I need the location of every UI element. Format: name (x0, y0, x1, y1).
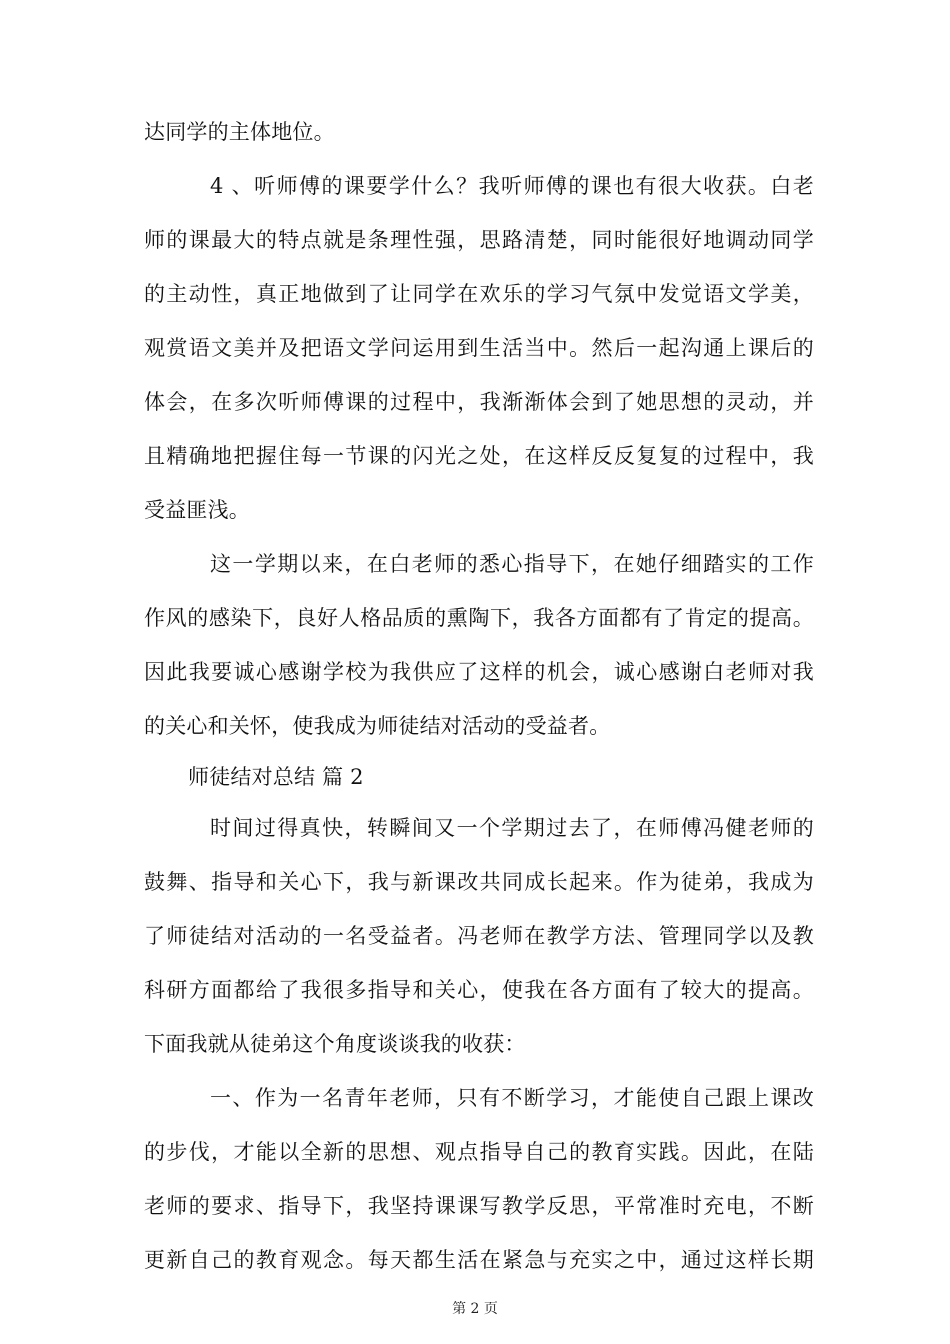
paragraph-line: 体会，在多次听师傅课的过程中，我渐渐体会到了她思想的灵动，并 (144, 390, 814, 414)
paragraph-line: 时间过得真快，转瞬间又一个学期过去了，在师傅冯健老师的 (210, 816, 814, 840)
paragraph-line: 师的课最大的特点就是条理性强，思路清楚，同时能很好地调动同学 (144, 228, 814, 252)
paragraph-line: 达同学的主体地位。 (144, 120, 335, 144)
paragraph-line: 科研方面都给了我很多指导和关心，使我在各方面有了较大的提高。 (144, 978, 814, 1002)
paragraph-line: 这一学期以来，在白老师的悉心指导下，在她仔细踏实的工作 (210, 552, 814, 576)
paragraph-line: 的关心和关怀，使我成为师徒结对活动的受益者。 (144, 714, 611, 738)
paragraph-line: 老师的要求、指导下，我坚持课课写教学反思，平常准时充电，不断 (144, 1194, 814, 1218)
paragraph-line: 作风的感染下，良好人格品质的熏陶下，我各方面都有了肯定的提高。 (144, 606, 814, 630)
paragraph-line: 的主动性，真正地做到了让同学在欢乐的学习气氛中发觉语文学美， (144, 282, 814, 306)
paragraph-line: 鼓舞、指导和关心下，我与新课改共同成长起来。作为徒弟，我成为 (144, 870, 814, 894)
paragraph-line: 更新自己的教育观念。每天都生活在紧急与充实之中，通过这样长期 (144, 1248, 814, 1272)
paragraph-line: 受益匪浅。 (144, 498, 250, 522)
paragraph-line: 下面我就从徒弟这个角度谈谈我的收获： (144, 1032, 526, 1056)
paragraph-line: 的步伐，才能以全新的思想、观点指导自己的教育实践。因此，在陆 (144, 1140, 814, 1164)
page-number: 第 2 页 (452, 1301, 498, 1317)
paragraph-line: 一、作为一名青年老师，只有不断学习，才能使自己跟上课改 (210, 1086, 814, 1110)
section-heading: 师徒结对总结 篇 2 (188, 765, 364, 789)
paragraph-line: 观赏语文美并及把语文学问运用到生活当中。然后一起沟通上课后的 (144, 336, 814, 360)
paragraph-line: 因此我要诚心感谢学校为我供应了这样的机会，诚心感谢白老师对我 (144, 660, 814, 684)
paragraph-line: 且精确地把握住每一节课的闪光之处，在这样反反复复的过程中，我 (144, 444, 814, 468)
paragraph-line: 4 、听师傅的课要学什么？我听师傅的课也有很大收获。白老 (210, 174, 814, 198)
paragraph-line: 了师徒结对活动的一名受益者。冯老师在教学方法、管理同学以及教 (144, 924, 814, 948)
